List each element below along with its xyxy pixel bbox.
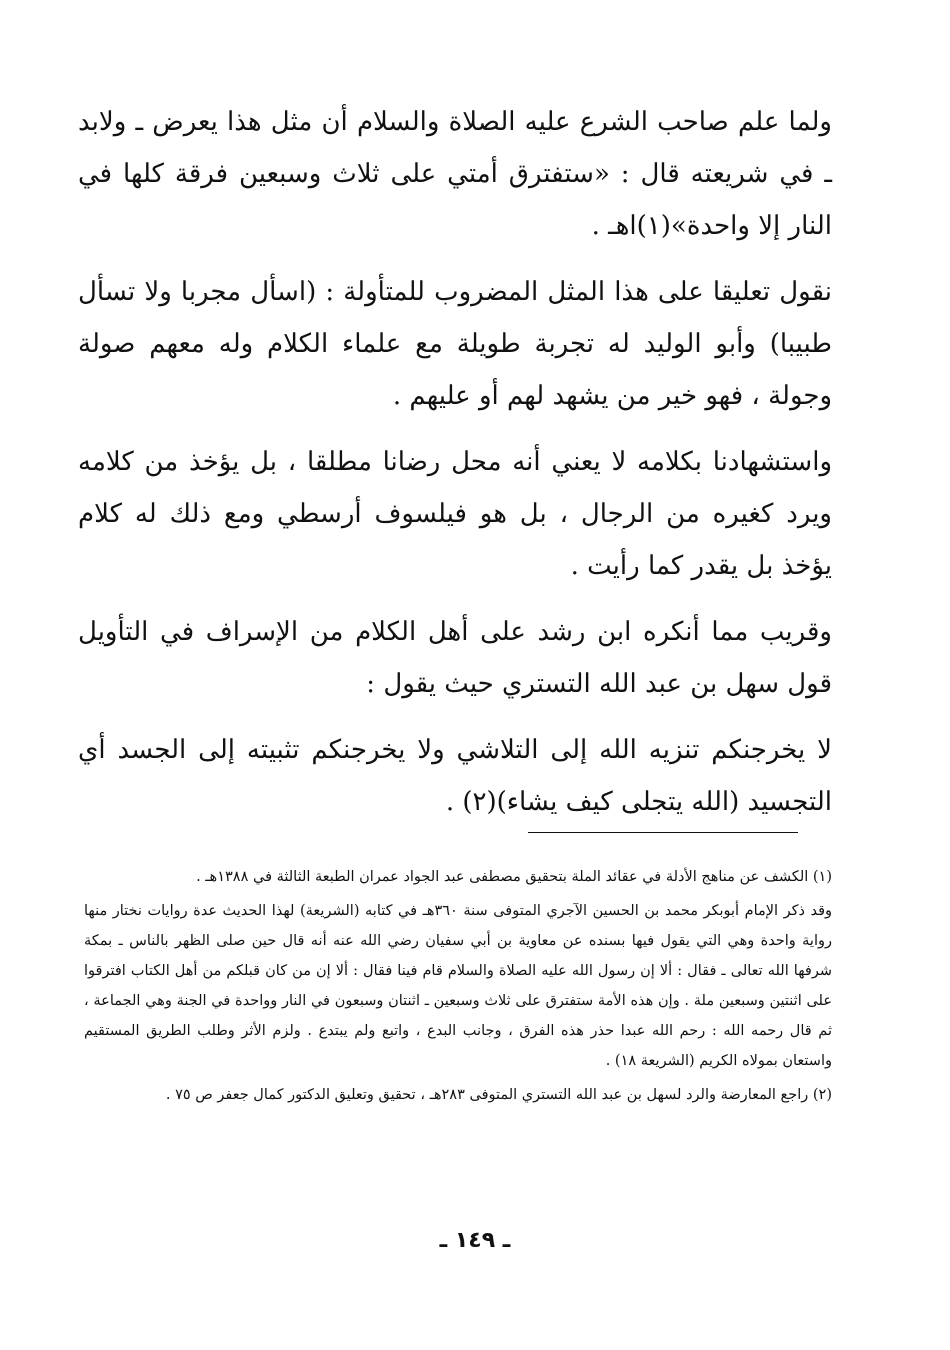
paragraph-4: وقريب مما أنكره ابن رشد على أهل الكلام من الإسراف في التأويل قول سهل بن عبد الله التستري حيث يقول : — [78, 617, 832, 699]
footnote-2: (٢) راجع المعارضة والرد لسهل بن عبد الله التستري المتوفى ٢٨٣هـ ، تحقيق وتعليق الدكتور كمال جعفر ص ٧٥ . — [165, 1087, 832, 1103]
main-text-body — [78, 96, 832, 842]
footnote-1-continuation: وقد ذكر الإمام أبوبكر محمد بن الحسين الآجري المتوفى سنة ٣٦٠هـ في كتابه (الشريعة) لهذا الحديث عدة روايات نختار منها رواية واحدة وهي التي يقول فيها بسنده عن معاوية بن أبي سفيان رضي الله عنه أنه قال حين صلى الظهر بالناس ـ بمكة شرفها الله تعالى ـ فقال : ألا إن رسول الله عليه الصلاة والسلام قام فينا فقال : ألا إن من كان قبلكم من أهل الكتاب افترقوا على اثنتين وسبعين ملة . وإن هذه الأمة ستفترق على ثلاث وسبعين ـ اثنتان وسبعون في النار وواحدة في الجنة وهي الجماعة ، ثم قال رحمه الله : رحم الله عبدا حذر هذه الفرق ، وجانب البدع ، واتبع ولم يبتدع . ولزم الأثر وطلب الطريق المستقيم واستعان بمولاه الكريم (الشريعة ١٨) . — [84, 903, 833, 1069]
paragraph-3: واستشهادنا بكلامه لا يعني أنه محل رضانا مطلقا ، بل يؤخذ من كلامه ويرد كغيره من الرجال ، بل هو فيلسوف أرسطي ومع ذلك له كلام يؤخذ بل يقدر كما رأيت . — [78, 447, 832, 581]
footnote-separator — [528, 832, 798, 833]
footnote-1: (١) الكشف عن مناهج الأدلة في عقائد الملة بتحقيق مصطفى عبد الجواد عمران الطبعة الثالثة في ١٣٨٨هـ . — [196, 869, 832, 885]
paragraph-5: لا يخرجنكم تنزيه الله إلى التلاشي ولا يخرجنكم تثبيته إلى الجسد أي التجسيد (الله يتجلى كيف يشاء)(٢) . — [78, 735, 832, 817]
paragraph-1: ولما علم صاحب الشرع عليه الصلاة والسلام أن مثل هذا يعرض ـ ولابد ـ في شريعته قال : «ستفترق أمتي على ثلاث وسبعين فرقة كلها في النار إلا واحدة»(١)اهـ . — [78, 107, 832, 241]
footnotes — [84, 862, 832, 1114]
page-number: ـ ١٤٩ ـ — [439, 1228, 511, 1253]
paragraph-2: نقول تعليقا على هذا المثل المضروب للمتأولة : (اسأل مجربا ولا تسأل طبيبا) وأبو الوليد له تجربة طويلة مع علماء الكلام وله معهم صولة وجولة ، فهو خير من يشهد لهم أو عليهم . — [78, 277, 832, 411]
